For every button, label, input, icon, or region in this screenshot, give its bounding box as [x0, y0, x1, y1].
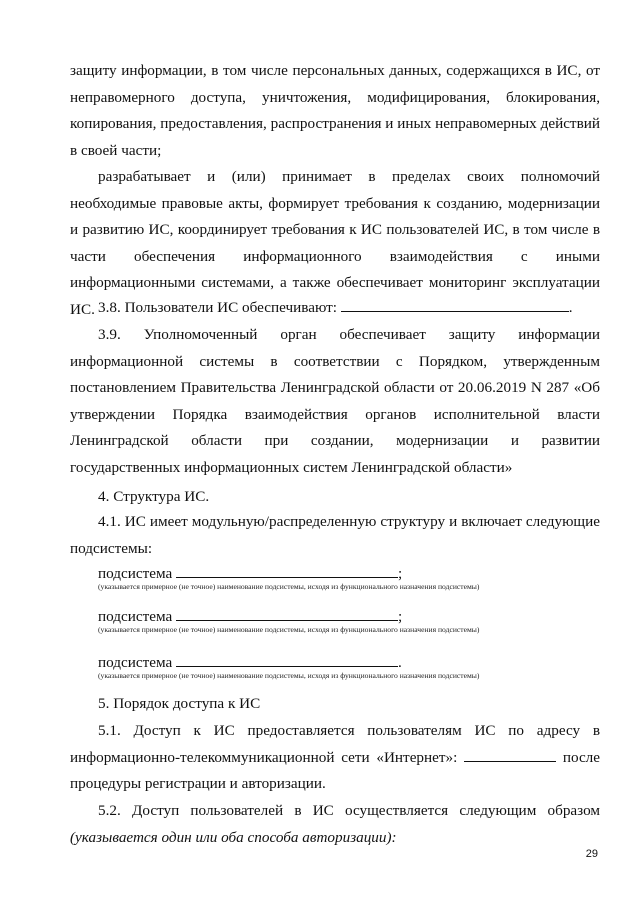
section-5-2	[70, 798, 600, 851]
section-3-8-blank	[341, 297, 569, 312]
section-3-8-end: .	[568, 299, 573, 316]
section-5-1-text-end: после процедуры регистрации и авторизации.	[70, 748, 601, 792]
section-5-2-text: 5.2. Доступ пользователей в ИС осуществляется следующим образом	[98, 802, 600, 819]
subsystem-blank	[176, 652, 398, 667]
heading-access: 5. Порядок доступа к ИС	[98, 695, 261, 712]
subsystem-3	[98, 652, 402, 673]
subsystem-blank	[176, 563, 398, 578]
subsystem-end: ;	[398, 565, 403, 582]
section-3-9: 3.9. Уполномоченный орган обеспечивает защиту информации информационной системы в соответствии с Порядком, утвержденным постановлением Правительства Ленинградской области от 20.06.2019 N 287 «Об утверждении Порядка взаимодействия органов исполнительной власти Ленинградской области при создании, модернизации и развитии государственных информационных систем Ленинградской области»	[70, 326, 600, 476]
section-5-1-url-blank	[464, 747, 556, 762]
subsystem-label: подсистема	[98, 565, 173, 582]
page-number: 29	[585, 848, 598, 860]
subsystem-note: (указывается примерное (не точное) наименование подсистемы, исходя из функционального назначения подсистемы)	[98, 625, 480, 634]
subsystem-1	[98, 563, 402, 584]
section-4-1: 4.1. ИС имеет модульную/распределенную структуру и включает следующие подсистемы:	[70, 513, 600, 557]
section-5-2-italic-note: (указывается один или оба способа авторизации):	[70, 828, 397, 846]
paragraph-info-protection: защиту информации, в том числе персональных данных, содержащихся в ИС, от неправомерного доступа, уничтожения, модифицирования, блокирования, копирования, предоставления, распространения и иных неправомерных действий в своей части;	[70, 62, 600, 159]
paragraph-legal-acts: разрабатывает и (или) принимает в пределах своих полномочий необходимые правовые акты, формирует требования к созданию, модернизации и развитию ИС, координирует требования к ИС пользователей ИС, в том числе в части обеспечения информационного взаимодействия с иными информационными системами, а также обеспечивает мониторинг эксплуатации ИС.	[70, 168, 600, 318]
heading-structure: 4. Структура ИС.	[98, 488, 210, 505]
subsystem-note: (указывается примерное (не точное) наименование подсистемы, исходя из функционального назначения подсистемы)	[98, 582, 480, 591]
section-5-1	[70, 718, 600, 798]
section-5-1-text: 5.1. Доступ к ИС предоставляется пользователям ИС по адресу в информационно-телекоммуникационной сети «Интернет»:	[70, 722, 600, 766]
subsystem-note: (указывается примерное (не точное) наименование подсистемы, исходя из функционального назначения подсистемы)	[98, 671, 480, 680]
subsystem-blank	[176, 606, 398, 621]
section-3-8-text: 3.8. Пользователи ИС обеспечивают:	[98, 299, 337, 316]
subsystem-label: подсистема	[98, 654, 173, 671]
subsystem-end: .	[398, 654, 402, 671]
subsystem-end: ;	[398, 608, 403, 625]
subsystem-label: подсистема	[98, 608, 173, 625]
subsystem-2	[98, 606, 402, 627]
section-3-8	[98, 297, 628, 318]
